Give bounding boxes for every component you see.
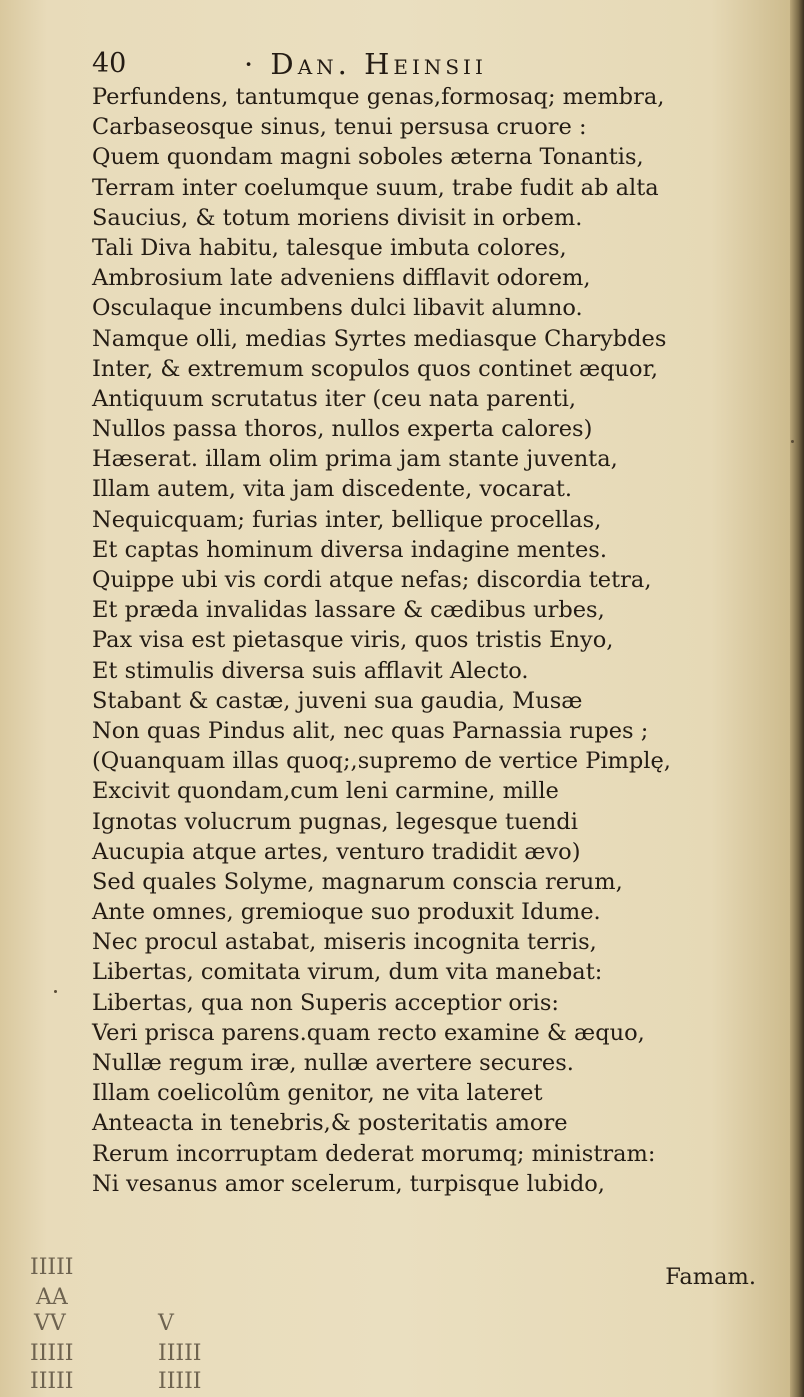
verse-line: Terram inter coelumque suum, trabe fudit ab alta [92,174,659,201]
page-number: 40 [92,48,127,79]
ink-speck [791,440,794,443]
verse-line: Et stimulis diversa suis afflavit Alecto. [92,657,529,684]
verse-line: Tali Diva habitu, talesque imbuta colores, [92,234,567,261]
signature-mark: AA [36,1285,68,1310]
verse-line: Excivit quondam,cum leni carmine, mille [92,778,559,805]
verse-line: Illam coelicolûm genitor, ne vita lateret [92,1080,543,1107]
page-header [92,44,772,84]
catchword: Famam. [665,1264,756,1290]
verse-line: Ambrosium late adveniens difflavit odorem, [92,265,591,292]
verse-line: (Quanquam illas quoq;,supremo de vertice Pimplę, [92,748,671,775]
verse-line: Ignotas volucrum pugnas, legesque tuendi [92,808,578,835]
signature-mark: V [158,1311,174,1336]
verse-line: Rerum incorruptam dederat morumq; ministram: [92,1140,656,1167]
verse-line: Anteacta in tenebris,& posteritatis amore [92,1110,568,1137]
page-gutter-edge [790,0,804,1397]
verse-line: Ante omnes, gremioque suo produxit Idume. [92,899,601,926]
verse-line: Stabant & castæ, juveni sua gaudia, Musæ [92,687,583,714]
verse-line: Libertas, comitata virum, dum vita manebat: [92,959,603,986]
verse-line: Ni vesanus amor scelerum, turpisque lubido, [92,1170,605,1197]
verse-line: Nequicquam; furias inter, bellique procellas, [92,506,602,533]
verse-line: Perfundens, tantumque genas,formosaq; membra, [92,84,665,110]
verse-line: Osculaque incumbens dulci libavit alumno. [92,295,583,322]
verse-line: Nullæ regum iræ, nullæ avertere secures. [92,1050,574,1076]
verse-line: Quippe ubi vis cordi atque nefas; discordia tetra, [92,567,652,593]
signature-mark: IIIII [158,1341,202,1366]
signature-mark: IIIII [30,1369,74,1394]
verse-line: Saucius, & totum moriens divisit in orbem. [92,204,583,231]
verse-line: Illam autem, vita jam discedente, vocarat. [92,476,573,503]
verse-line: Aucupia atque artes, venturo tradidit ævo) [92,838,581,865]
ink-speck [54,990,57,993]
verse-line: Libertas, qua non Superis acceptior oris: [92,989,559,1016]
verse-line: Pax visa est pietasque viris, quos tristis Enyo, [92,627,614,654]
verse-line: Et præda invalidas lassare & cædibus urbes, [92,597,605,624]
running-title: · Dan. Heinsii [244,47,487,81]
verse-line: Non quas Pindus alit, nec quas Parnassia rupes ; [92,717,649,744]
signature-mark: IIIII [158,1369,202,1394]
verse-line: Quem quondam magni soboles æterna Tonantis, [92,144,644,171]
verse-line: Antiquum scrutatus iter (ceu nata parenti, [92,385,577,412]
verse-list [92,82,772,1199]
verse-line: Namque olli, medias Syrtes mediasque Charybdes [92,325,667,352]
verse-line: Veri prisca parens.quam recto examine & æquo, [92,1019,645,1046]
verse-line: Sed quales Solyme, magnarum conscia rerum, [92,868,623,895]
verse-line: Et captas hominum diversa indagine mentes. [92,536,607,563]
verse-line: Nullos passa thoros, nullos experta calores) [92,416,593,443]
signature-mark: IIIII [30,1255,74,1280]
signature-mark: VV [34,1311,66,1336]
verse-line: Hæserat. illam olim prima jam stante juventa, [92,446,618,473]
signature-mark: IIIII [30,1341,74,1366]
verse-line: Carbaseosque sinus, tenui persusa cruore : [92,114,587,141]
verse-line: Nec procul astabat, miseris incognita terris, [92,929,597,956]
verse-line: Inter, & extremum scopulos quos continet æquor, [92,355,659,382]
